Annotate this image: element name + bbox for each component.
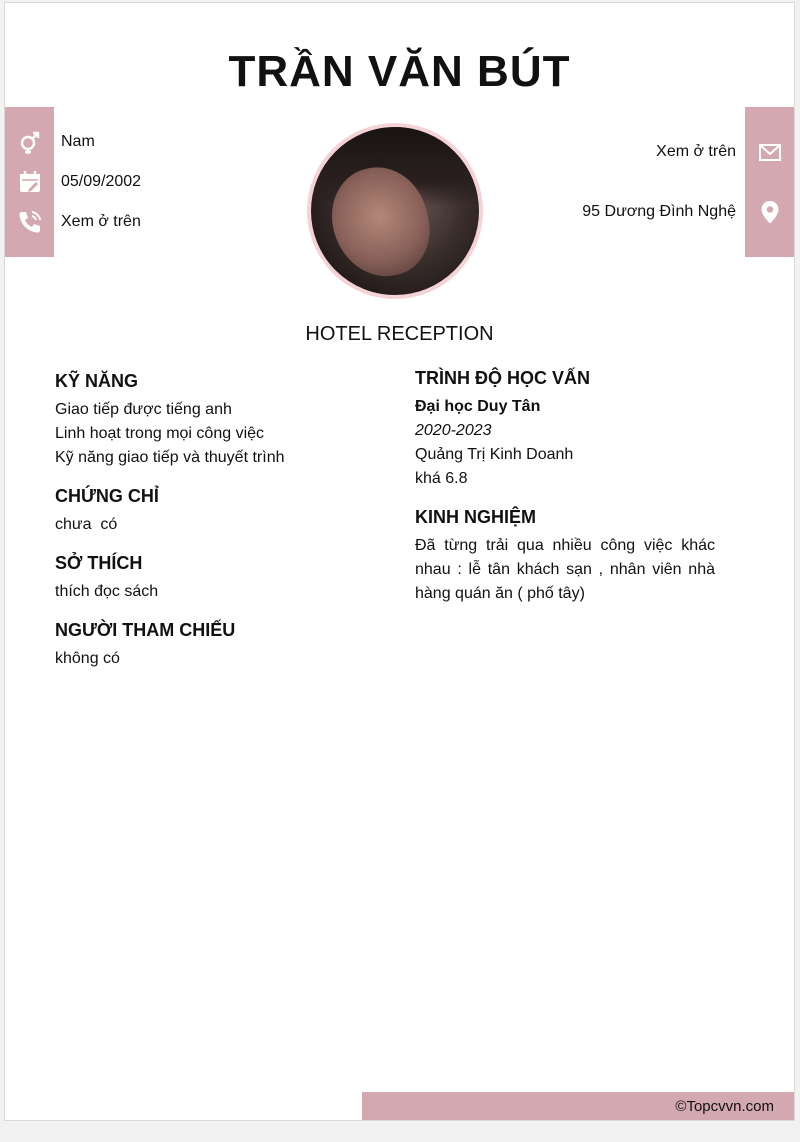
gender-text: Nam — [61, 133, 95, 150]
grade: khá 6.8 — [415, 470, 468, 487]
certificates-section — [55, 486, 375, 537]
study-period: 2020-2023 — [415, 422, 492, 439]
skills-title: KỸ NĂNG — [55, 371, 139, 391]
hobbies-title: SỞ THÍCH — [55, 553, 143, 573]
experience-section — [415, 507, 715, 606]
job-title: HOTEL RECEPTION — [305, 323, 494, 345]
phone-icon — [17, 209, 43, 235]
left-column — [55, 371, 375, 687]
footer-bar — [362, 1092, 795, 1121]
address-text: 95 Dương Đình Nghệ — [582, 203, 736, 220]
skill-item: Kỹ năng giao tiếp và thuyết trình — [55, 449, 285, 466]
mail-icon — [757, 139, 783, 165]
education-title: TRÌNH ĐỘ HỌC VẤN — [415, 368, 590, 388]
left-icon-bar — [5, 107, 54, 257]
school-name: Đại học Duy Tân — [415, 398, 541, 415]
skills-section — [55, 371, 375, 470]
copyright-text: ©Topcvvn.com — [675, 1098, 774, 1115]
references-title: NGƯỜI THAM CHIẾU — [55, 620, 236, 640]
birthday-text: 05/09/2002 — [61, 173, 142, 190]
certificates-title: CHỨNG CHỈ — [55, 486, 159, 506]
skill-item: Linh hoạt trong mọi công việc — [55, 425, 265, 442]
right-icon-bar — [745, 107, 794, 257]
education-section — [415, 368, 715, 491]
right-column — [415, 368, 715, 622]
hobbies-section — [55, 553, 375, 604]
experience-text: Đã từng trải qua nhiều công việc khác nhau : lễ tân khách sạn , nhân viên nhà hàng quán ăn ( phố tây) — [415, 537, 715, 602]
cv-page — [4, 2, 795, 1121]
candidate-name: TRẦN VĂN BÚT — [228, 47, 571, 96]
gender-icon — [17, 129, 43, 155]
location-pin-icon — [757, 199, 783, 225]
calendar-icon — [17, 169, 43, 195]
references-text: không có — [55, 650, 120, 667]
hobbies-text: thích đọc sách — [55, 583, 159, 600]
references-section — [55, 620, 375, 671]
phone-text: Xem ở trên — [61, 213, 141, 230]
major: Quảng Trị Kinh Doanh — [415, 446, 574, 463]
skill-item: Giao tiếp được tiếng anh — [55, 401, 232, 418]
certificates-text: chưa có — [55, 516, 118, 533]
avatar — [307, 123, 483, 299]
experience-title: KINH NGHIỆM — [415, 507, 536, 527]
email-text: Xem ở trên — [656, 143, 736, 160]
